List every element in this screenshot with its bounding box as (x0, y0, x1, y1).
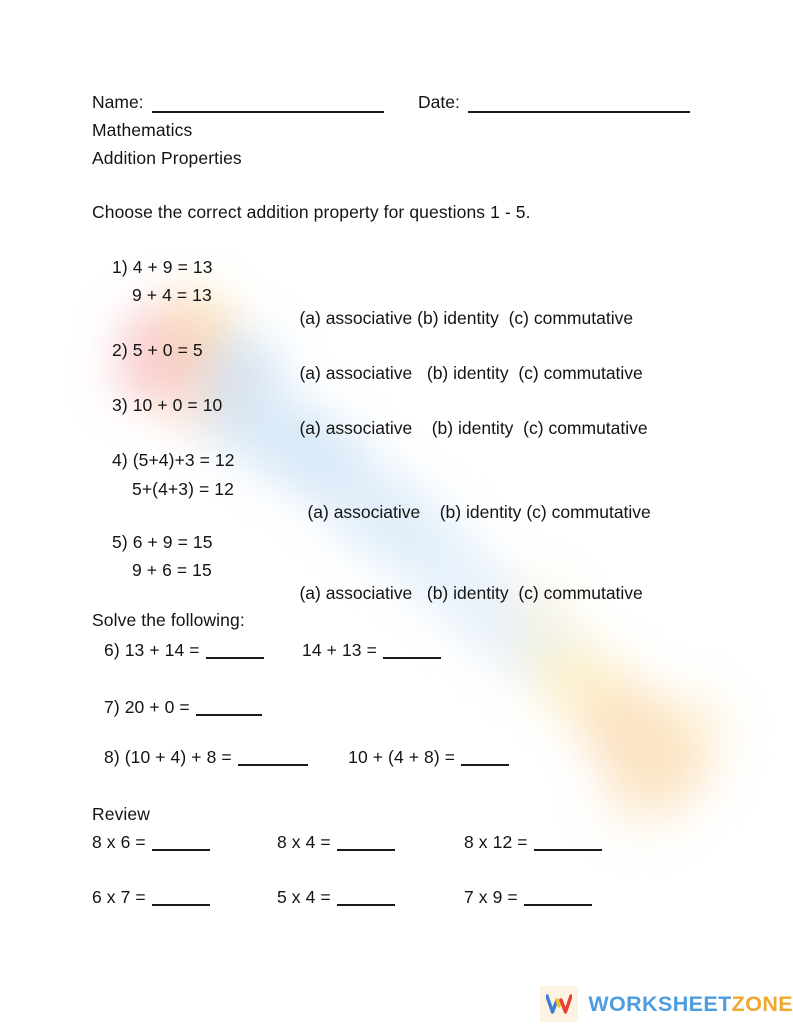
question-8-left-expression: 8) (10 + 4) + 8 = (104, 747, 232, 767)
logo-text-secondary: ZONE (731, 991, 793, 1016)
question-8-right-expression: 10 + (4 + 8) = (348, 747, 456, 767)
review-2-col-2-blank[interactable] (337, 888, 395, 906)
review-1-col-2-expression: 8 x 4 = (277, 832, 331, 852)
question-8-row (104, 748, 509, 768)
instruction-solve: Solve the following: (92, 610, 245, 630)
date-label: Date: (418, 92, 460, 112)
question-8-left-blank[interactable] (238, 748, 308, 766)
logo-wordmark (588, 992, 793, 1017)
review-row-1-col-3 (464, 833, 602, 853)
date-field-row (418, 92, 690, 113)
question-4-line-1: 4) (5+4)+3 = 12 (112, 450, 235, 470)
name-label: Name: (92, 92, 144, 112)
review-1-col-3-expression: 8 x 12 = (464, 832, 528, 852)
question-1-line-1: 1) 4 + 9 = 13 (112, 257, 213, 277)
question-6-left-expression: 6) 13 + 14 = (104, 640, 200, 660)
question-2-line-1: 2) 5 + 0 = 5 (112, 340, 203, 360)
instruction-review: Review (92, 804, 150, 824)
question-6-row (104, 641, 441, 661)
w-mark-icon (540, 986, 578, 1022)
question-4-line-2: 5+(4+3) = 12 (132, 479, 234, 499)
question-7-row (104, 698, 262, 718)
review-1-col-1-expression: 8 x 6 = (92, 832, 146, 852)
review-2-col-3-blank[interactable] (524, 888, 592, 906)
question-2-option-a[interactable]: (a) associative (299, 363, 413, 383)
question-8-right-blank[interactable] (461, 748, 509, 766)
question-7-left-blank[interactable] (196, 698, 262, 716)
question-3-option-a[interactable]: (a) associative (299, 418, 413, 438)
review-row-1-col-2 (277, 833, 395, 853)
review-1-col-1-blank[interactable] (152, 833, 210, 851)
review-1-col-2-blank[interactable] (337, 833, 395, 851)
question-5-option-a[interactable]: (a) associative (299, 583, 413, 603)
question-4-options (288, 481, 651, 544)
review-row-2-col-2 (277, 888, 395, 908)
worksheetzone-logo[interactable] (540, 986, 793, 1022)
question-2-option-c[interactable]: (c) commutative (518, 363, 643, 383)
review-2-col-1-expression: 6 x 7 = (92, 887, 146, 907)
question-7-left-expression: 7) 20 + 0 = (104, 697, 190, 717)
question-1-options (280, 287, 633, 350)
question-5-line-2: 9 + 6 = 15 (132, 560, 212, 580)
question-3-option-b[interactable]: (b) identity (431, 418, 514, 438)
review-2-col-2-expression: 5 x 4 = (277, 887, 331, 907)
question-2-option-b[interactable]: (b) identity (426, 363, 509, 383)
question-1-option-b[interactable]: (b) identity (417, 308, 499, 328)
question-5-option-b[interactable]: (b) identity (426, 583, 509, 603)
topic-label: Addition Properties (92, 148, 242, 168)
question-6-left-blank[interactable] (206, 641, 264, 659)
name-input-blank[interactable] (152, 93, 384, 113)
name-field-row (92, 92, 384, 113)
question-5-line-1: 5) 6 + 9 = 15 (112, 532, 213, 552)
review-row-2-col-3 (464, 888, 592, 908)
question-5-options (280, 562, 643, 625)
date-input-blank[interactable] (468, 93, 690, 113)
question-5-option-c[interactable]: (c) commutative (518, 583, 643, 603)
question-1-option-a[interactable]: (a) associative (299, 308, 413, 328)
question-4-option-b[interactable]: (b) identity (439, 502, 522, 522)
review-row-1 (92, 833, 210, 853)
question-3-line-1: 3) 10 + 0 = 10 (112, 395, 223, 415)
instruction-choose: Choose the correct addition property for questions 1 - 5. (92, 202, 531, 222)
review-1-col-3-blank[interactable] (534, 833, 602, 851)
question-4-option-a[interactable]: (a) associative (307, 502, 421, 522)
question-4-option-c[interactable]: (c) commutative (526, 502, 651, 522)
review-2-col-1-blank[interactable] (152, 888, 210, 906)
logo-text-primary: WORKSHEET (588, 991, 732, 1016)
question-1-option-c[interactable]: (c) commutative (508, 308, 634, 328)
review-2-col-3-expression: 7 x 9 = (464, 887, 518, 907)
review-row-2 (92, 888, 210, 908)
question-2-options (280, 342, 643, 405)
question-6-right-blank[interactable] (383, 641, 441, 659)
question-3-options (280, 397, 648, 460)
question-1-line-2: 9 + 4 = 13 (132, 285, 212, 305)
question-3-option-c[interactable]: (c) commutative (523, 418, 648, 438)
question-6-right-expression: 14 + 13 = (302, 640, 377, 660)
subject-label: Mathematics (92, 120, 193, 140)
